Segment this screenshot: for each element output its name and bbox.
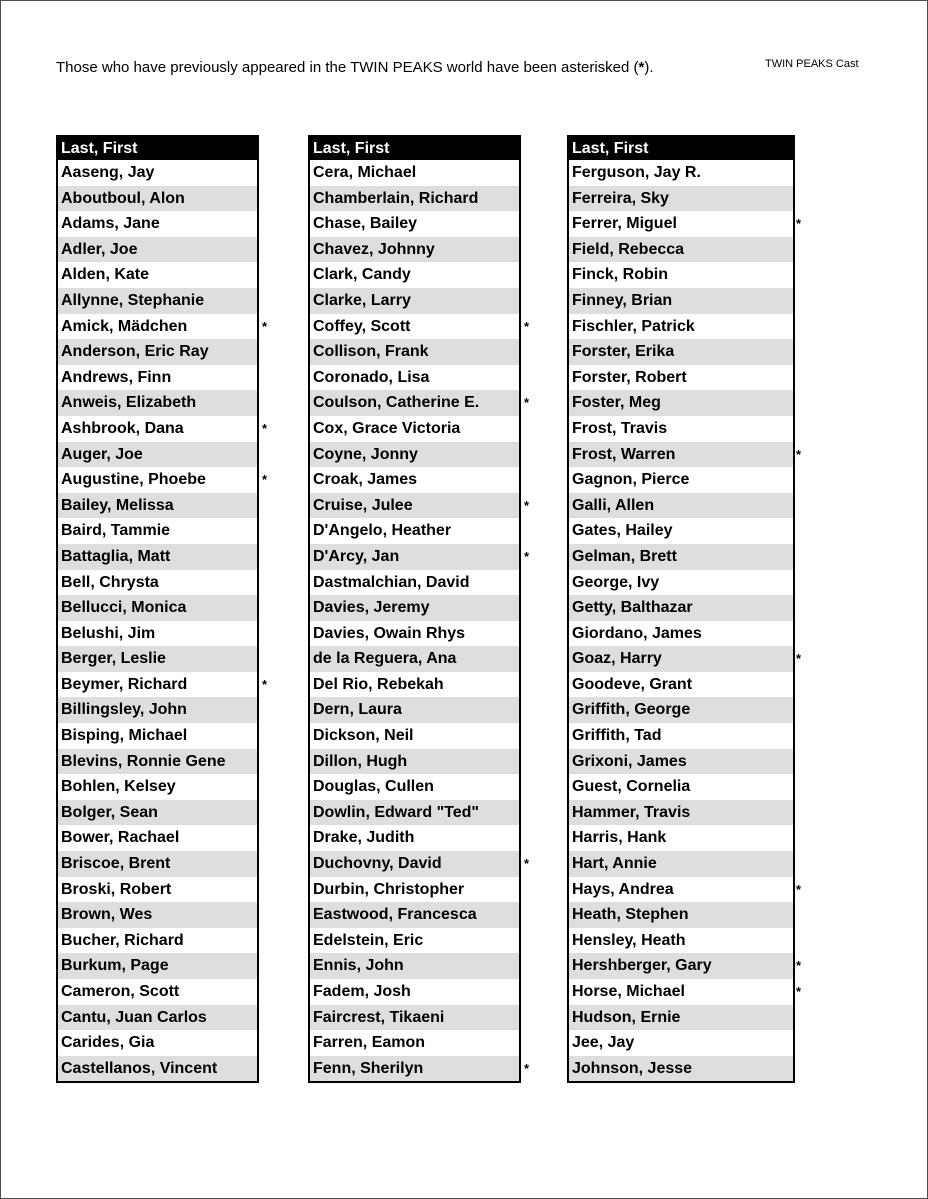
asterisk-mark <box>524 800 534 826</box>
asterisk-mark <box>796 314 806 340</box>
asterisk-mark <box>262 518 272 544</box>
asterisk-mark: * <box>524 318 530 334</box>
asterisk-mark <box>796 621 806 647</box>
cast-name: Bailey, Melissa <box>58 493 257 519</box>
asterisk-mark <box>796 697 806 723</box>
cast-name: Davies, Jeremy <box>310 595 519 621</box>
asterisk-mark <box>262 186 272 212</box>
asterisk-column <box>262 160 272 1081</box>
cast-name: Frost, Warren <box>569 442 793 468</box>
asterisk-mark <box>262 749 272 775</box>
asterisk-mark <box>524 825 534 851</box>
cast-name: Andrews, Finn <box>58 365 257 391</box>
asterisk-mark <box>796 416 806 442</box>
cast-name: Hammer, Travis <box>569 800 793 826</box>
cast-name: Adams, Jane <box>58 211 257 237</box>
cast-name: de la Reguera, Ana <box>310 646 519 672</box>
cast-rows <box>569 160 793 1081</box>
asterisk-mark <box>524 902 534 928</box>
asterisk-mark <box>524 262 534 288</box>
cast-name: Beymer, Richard <box>58 672 257 698</box>
asterisk-mark <box>262 1056 272 1082</box>
cast-name: Hershberger, Gary <box>569 953 793 979</box>
cast-name: Goaz, Harry <box>569 646 793 672</box>
asterisk-mark <box>796 339 806 365</box>
asterisk-mark <box>524 288 534 314</box>
cast-name: Heath, Stephen <box>569 902 793 928</box>
cast-name: Fischler, Patrick <box>569 314 793 340</box>
asterisk-column <box>524 160 534 1081</box>
cast-name: Jee, Jay <box>569 1030 793 1056</box>
cast-name: Dillon, Hugh <box>310 749 519 775</box>
cast-name: Griffith, Tad <box>569 723 793 749</box>
cast-name: D'Angelo, Heather <box>310 518 519 544</box>
cast-name: Chamberlain, Richard <box>310 186 519 212</box>
cast-name: Finck, Robin <box>569 262 793 288</box>
cast-name: Bellucci, Monica <box>58 595 257 621</box>
asterisk-mark <box>262 1030 272 1056</box>
asterisk-mark <box>524 442 534 468</box>
cast-name: Johnson, Jesse <box>569 1056 793 1082</box>
cast-name: Goodeve, Grant <box>569 672 793 698</box>
asterisk-mark <box>796 237 806 263</box>
asterisk-mark <box>796 518 806 544</box>
cast-table-3 <box>567 135 795 1083</box>
asterisk-mark <box>524 416 534 442</box>
cast-name: Berger, Leslie <box>58 646 257 672</box>
asterisk-mark <box>262 262 272 288</box>
cast-name: Briscoe, Brent <box>58 851 257 877</box>
asterisk-mark <box>796 902 806 928</box>
asterisk-mark <box>262 544 272 570</box>
cast-name: Clark, Candy <box>310 262 519 288</box>
asterisk-mark <box>524 339 534 365</box>
cast-name: Cox, Grace Victoria <box>310 416 519 442</box>
asterisk-mark <box>796 390 806 416</box>
asterisk-mark <box>796 749 806 775</box>
asterisk-mark <box>796 928 806 954</box>
cast-name: Baird, Tammie <box>58 518 257 544</box>
cast-name: Farren, Eamon <box>310 1030 519 1056</box>
cast-rows <box>58 160 257 1081</box>
cast-name: Del Rio, Rebekah <box>310 672 519 698</box>
cast-name: Ferguson, Jay R. <box>569 160 793 186</box>
cast-name: Cantu, Juan Carlos <box>58 1005 257 1031</box>
cast-name: Galli, Allen <box>569 493 793 519</box>
asterisk-mark <box>796 570 806 596</box>
asterisk-mark: * <box>262 676 268 692</box>
asterisk-mark <box>262 1005 272 1031</box>
asterisk-mark <box>796 595 806 621</box>
asterisk-mark <box>796 774 806 800</box>
intro-asterisk: * <box>638 59 645 76</box>
asterisk-mark <box>262 723 272 749</box>
cast-name: Bohlen, Kelsey <box>58 774 257 800</box>
asterisk-mark <box>262 570 272 596</box>
cast-name: Collison, Frank <box>310 339 519 365</box>
asterisk-mark <box>524 749 534 775</box>
cast-name: Allynne, Stephanie <box>58 288 257 314</box>
asterisk-mark <box>524 877 534 903</box>
cast-name: Belushi, Jim <box>58 621 257 647</box>
cast-name: Finney, Brian <box>569 288 793 314</box>
cast-name: Bisping, Michael <box>58 723 257 749</box>
cast-name: Davies, Owain Rhys <box>310 621 519 647</box>
asterisk-mark <box>262 928 272 954</box>
cast-name: Chavez, Johnny <box>310 237 519 263</box>
cast-name: Carides, Gia <box>58 1030 257 1056</box>
asterisk-mark: * <box>796 651 802 667</box>
cast-name: Dern, Laura <box>310 697 519 723</box>
cast-name: Ashbrook, Dana <box>58 416 257 442</box>
cast-name: Aboutboul, Alon <box>58 186 257 212</box>
cast-table-2 <box>308 135 521 1083</box>
cast-name: Bell, Chrysta <box>58 570 257 596</box>
cast-name: Faircrest, Tikaeni <box>310 1005 519 1031</box>
cast-name: Forster, Robert <box>569 365 793 391</box>
cast-name: Durbin, Christopher <box>310 877 519 903</box>
cast-name: Anweis, Elizabeth <box>58 390 257 416</box>
cast-name: Bower, Rachael <box>58 825 257 851</box>
asterisk-mark <box>796 672 806 698</box>
asterisk-mark <box>262 851 272 877</box>
cast-name: Coyne, Jonny <box>310 442 519 468</box>
asterisk-mark: * <box>262 420 268 436</box>
asterisk-mark <box>524 621 534 647</box>
asterisk-mark <box>524 570 534 596</box>
cast-name: Douglas, Cullen <box>310 774 519 800</box>
cast-name: Hart, Annie <box>569 851 793 877</box>
cast-name: Forster, Erika <box>569 339 793 365</box>
asterisk-mark: * <box>524 548 530 564</box>
asterisk-mark <box>796 493 806 519</box>
cast-name: Gagnon, Pierce <box>569 467 793 493</box>
cast-name: Billingsley, John <box>58 697 257 723</box>
asterisk-mark <box>796 467 806 493</box>
cast-name: Aaseng, Jay <box>58 160 257 186</box>
asterisk-mark: * <box>796 881 802 897</box>
asterisk-mark <box>796 800 806 826</box>
asterisk-mark <box>796 365 806 391</box>
cast-name: Castellanos, Vincent <box>58 1056 257 1082</box>
intro-text: Those who have previously appeared in the TWIN PEAKS world have been asterisked ( <box>56 59 639 76</box>
cast-name: Hudson, Ernie <box>569 1005 793 1031</box>
cast-name: Getty, Balthazar <box>569 595 793 621</box>
cast-name: Ferreira, Sky <box>569 186 793 212</box>
cast-name: Gelman, Brett <box>569 544 793 570</box>
cast-name: Broski, Robert <box>58 877 257 903</box>
cast-name: Hays, Andrea <box>569 877 793 903</box>
cast-name: Giordano, James <box>569 621 793 647</box>
asterisk-mark <box>796 544 806 570</box>
asterisk-mark <box>524 953 534 979</box>
cast-name: Field, Rebecca <box>569 237 793 263</box>
asterisk-mark <box>262 365 272 391</box>
asterisk-mark: * <box>524 1060 530 1076</box>
asterisk-mark: * <box>796 958 802 974</box>
cast-name: Guest, Cornelia <box>569 774 793 800</box>
asterisk-mark <box>524 186 534 212</box>
cast-name: Dickson, Neil <box>310 723 519 749</box>
asterisk-mark <box>524 160 534 186</box>
cast-name: Frost, Travis <box>569 416 793 442</box>
asterisk-mark <box>796 851 806 877</box>
cast-name: Coulson, Catherine E. <box>310 390 519 416</box>
asterisk-mark <box>262 288 272 314</box>
cast-name: Anderson, Eric Ray <box>58 339 257 365</box>
asterisk-mark <box>262 774 272 800</box>
asterisk-mark <box>262 339 272 365</box>
asterisk-mark <box>262 979 272 1005</box>
cast-name: D'Arcy, Jan <box>310 544 519 570</box>
cast-column-2 <box>308 135 530 1083</box>
cast-name: George, Ivy <box>569 570 793 596</box>
asterisk-mark: * <box>796 984 802 999</box>
cast-name: Hensley, Heath <box>569 928 793 954</box>
asterisk-mark <box>262 697 272 723</box>
asterisk-mark <box>796 1030 806 1056</box>
cast-name: Edelstein, Eric <box>310 928 519 954</box>
asterisk-mark <box>796 1056 806 1082</box>
cast-name: Chase, Bailey <box>310 211 519 237</box>
asterisk-mark <box>796 186 806 212</box>
cast-name: Fadem, Josh <box>310 979 519 1005</box>
asterisk-mark <box>524 595 534 621</box>
asterisk-mark <box>524 237 534 263</box>
asterisk-mark <box>524 1030 534 1056</box>
cast-name: Ennis, John <box>310 953 519 979</box>
cast-name: Cera, Michael <box>310 160 519 186</box>
cast-name: Harris, Hank <box>569 825 793 851</box>
asterisk-mark <box>262 902 272 928</box>
asterisk-mark <box>262 211 272 237</box>
cast-name: Auger, Joe <box>58 442 257 468</box>
asterisk-mark <box>524 672 534 698</box>
cast-name: Duchovny, David <box>310 851 519 877</box>
cast-name: Horse, Michael <box>569 979 793 1005</box>
asterisk-mark <box>796 262 806 288</box>
asterisk-mark <box>524 365 534 391</box>
asterisk-mark <box>524 467 534 493</box>
asterisk-mark <box>262 595 272 621</box>
cast-name: Bucher, Richard <box>58 928 257 954</box>
cast-name: Ferrer, Miguel <box>569 211 793 237</box>
asterisk-mark <box>262 621 272 647</box>
asterisk-column <box>796 160 806 1081</box>
cast-table-1 <box>56 135 259 1083</box>
cast-name: Grixoni, James <box>569 749 793 775</box>
cast-name: Battaglia, Matt <box>58 544 257 570</box>
asterisk-mark <box>262 877 272 903</box>
cast-name: Burkum, Page <box>58 953 257 979</box>
column-header: Last, First <box>310 135 519 160</box>
cast-name: Eastwood, Francesca <box>310 902 519 928</box>
asterisk-mark: * <box>524 856 530 872</box>
asterisk-mark <box>524 774 534 800</box>
cast-name: Blevins, Ronnie Gene <box>58 749 257 775</box>
cast-name: Drake, Judith <box>310 825 519 851</box>
asterisk-mark <box>262 646 272 672</box>
asterisk-mark <box>262 160 272 186</box>
intro-end: ). <box>644 59 654 76</box>
cast-name: Bolger, Sean <box>58 800 257 826</box>
cast-name: Cameron, Scott <box>58 979 257 1005</box>
cast-rows <box>310 160 519 1081</box>
cast-name: Coronado, Lisa <box>310 365 519 391</box>
cast-name: Clarke, Larry <box>310 288 519 314</box>
asterisk-mark <box>524 518 534 544</box>
asterisk-mark: * <box>262 472 268 488</box>
cast-name: Dowlin, Edward "Ted" <box>310 800 519 826</box>
asterisk-mark <box>796 723 806 749</box>
asterisk-mark <box>796 1005 806 1031</box>
asterisk-mark <box>524 979 534 1005</box>
cast-name: Alden, Kate <box>58 262 257 288</box>
cast-name: Foster, Meg <box>569 390 793 416</box>
asterisk-mark: * <box>524 395 530 411</box>
asterisk-mark <box>796 825 806 851</box>
asterisk-mark <box>262 390 272 416</box>
cast-name: Gates, Hailey <box>569 518 793 544</box>
asterisk-mark <box>524 211 534 237</box>
column-header: Last, First <box>569 135 793 160</box>
asterisk-mark <box>262 442 272 468</box>
asterisk-mark <box>524 697 534 723</box>
cast-name: Amick, Mädchen <box>58 314 257 340</box>
cast-name: Croak, James <box>310 467 519 493</box>
asterisk-mark <box>524 1005 534 1031</box>
cast-name: Fenn, Sherilyn <box>310 1056 519 1082</box>
cast-name: Dastmalchian, David <box>310 570 519 596</box>
asterisk-mark <box>524 646 534 672</box>
cast-name: Augustine, Phoebe <box>58 467 257 493</box>
asterisk-mark <box>262 493 272 519</box>
asterisk-mark <box>262 825 272 851</box>
asterisk-mark <box>796 160 806 186</box>
asterisk-mark: * <box>262 318 268 334</box>
cast-column-1 <box>56 135 268 1083</box>
asterisk-mark <box>262 237 272 263</box>
asterisk-mark <box>524 723 534 749</box>
intro-note <box>56 59 654 76</box>
cast-name: Brown, Wes <box>58 902 257 928</box>
asterisk-mark: * <box>796 216 802 232</box>
asterisk-mark: * <box>524 497 530 513</box>
cast-column-3 <box>567 135 802 1083</box>
column-header: Last, First <box>58 135 257 160</box>
cast-name: Griffith, George <box>569 697 793 723</box>
asterisk-mark <box>262 953 272 979</box>
asterisk-mark <box>262 800 272 826</box>
cast-name: Adler, Joe <box>58 237 257 263</box>
asterisk-mark <box>524 928 534 954</box>
cast-name: Cruise, Julee <box>310 493 519 519</box>
asterisk-mark <box>796 288 806 314</box>
asterisk-mark: * <box>796 446 802 462</box>
document-title: TWIN PEAKS Cast <box>765 58 859 70</box>
cast-name: Coffey, Scott <box>310 314 519 340</box>
